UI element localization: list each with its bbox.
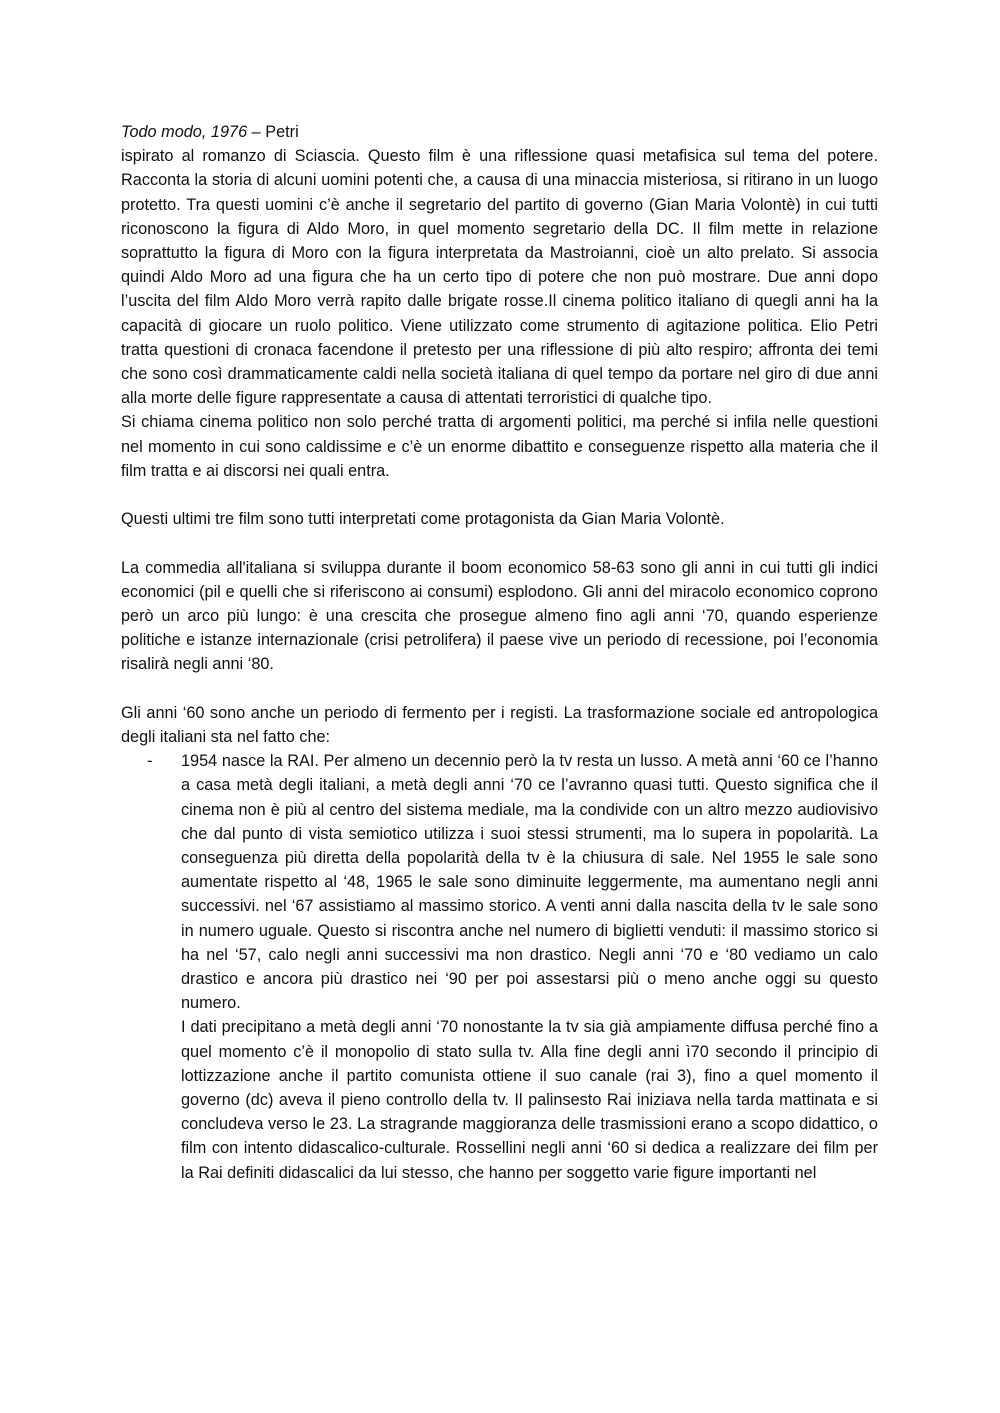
paragraph-anni-60: Gli anni ‘60 sono anche un periodo di fermento per i registi. La trasformazione sociale ed antropologica degli italiani sta nel fatto che: xyxy=(121,703,878,747)
bullet-list xyxy=(121,749,878,1185)
dash-bullet: - xyxy=(147,752,153,771)
paragraph-todo-modo: ispirato al romanzo di Sciascia. Questo film è una riflessione quasi metafisica sul tema del potere. Racconta la storia di alcuni uomini potenti che, a causa di una minaccia misteriosa, si ritirano in un luogo protetto. Tra questi uomini c’è anche il segretario del partito di governo (Gian Maria Volontè) in cui tutti riconoscono la figura di Aldo Moro, in quel momento segretario della DC. Il film mette in relazione soprattutto la figura di Moro con la figura interpretata da Mastroianni, cioè un alto prelato. Si associa quindi Aldo Moro ad una figura che ha un certo tipo di potere che non può mostrare. Due anni dopo l’uscita del film Aldo Moro verrà rapito dalle brigate rosse.Il cinema politico italiano di quegli anni ha la capacità di giocare un ruolo politico. Viene utilizzato come strumento di agitazione politica. Elio Petri tratta questioni di cronaca facendone il pretesto per una riflessione di più alto respiro; affronta dei temi che sono così drammaticamente caldi nella società italiana di quel tempo da portare nel giro di due anni alla morte delle figure rappresentate a causa di attentati terroristici di qualche tipo. xyxy=(121,147,878,408)
paragraph-spacer xyxy=(121,677,878,701)
list-item-paragraph-dati: I dati precipitano a metà degli anni ‘70 nonostante la tv sia già ampiamente diffusa perché fino a quel momento c’è il monopolio di stato sulla tv. Alla fine degli anni ì70 secondo il principio di lottizzazione anche il partito comunista ottiene il suo canale (rai 3), fino a quel momento il governo (dc) aveva il pieno controllo della tv. Il palinsesto Rai iniziava nella tarda mattinata e si concludeva verso le 23. La stragrande maggioranza delle trasmissioni erano a scopo didattico, o film con intento didascalico-culturale. Rossellini negli anni ‘60 si dedica a realizzare dei film per la Rai definiti didascalici da lui stesso, che hanno per soggetto varie figure importanti nel xyxy=(181,1018,878,1182)
film-director: – Petri xyxy=(247,123,299,141)
paragraph-cinema-politico: Si chiama cinema politico non solo perché tratta di argomenti politici, ma perché si infila nelle questioni nel momento in cui sono caldissime e c’è un enorme dibattito e conseguenze rispetto alla materia che il film tratta e ai discorsi nei quali entra. xyxy=(121,413,878,480)
section-heading xyxy=(121,120,878,144)
list-item xyxy=(121,749,878,1185)
film-title: Todo modo, 1976 xyxy=(121,123,248,141)
paragraph-spacer xyxy=(121,483,878,507)
list-item-paragraph-rai: 1954 nasce la RAI. Per almeno un decennio però la tv resta un lusso. A metà anni ‘60 ce l’hanno a casa metà degli italiani, a metà degli anni ‘70 ce l’avranno quasi tutti. Questo significa che il cinema non è più al centro del sistema mediale, ma la condivide con un altro mezzo audiovisivo che dal punto di vista semiotico utilizza i suoi stessi strumenti, ma lo supera in popolarità. La conseguenza più diretta della popolarità della tv è la chiusura di sale. Nel 1955 le sale sono aumentate rispetto al ‘48, 1965 le sale sono diminuite leggermente, ma aumentano negli anni successivi. nel ‘67 assistiamo al massimo storico. A venti anni dalla nascita della tv le sale sono in numero uguale. Questo si riscontra anche nel numero di biglietti venduti: il massimo storico si ha nel ‘57, calo negli anni successivi ma non drastico. Negli anni ‘70 e ‘80 vediamo un calo drastico e ancora più drastico nei ‘90 per poi assestarsi più o meno anche oggi su questo numero. xyxy=(181,752,878,1013)
paragraph-commedia-italiana: La commedia all'italiana si sviluppa durante il boom economico 58-63 sono gli anni in cui tutti gli indici economici (pil e quelli che si riferiscono ai consumi) esplodono. Gli anni del miracolo economico coprono però un arco più lungo: è una crescita che prosegue almeno fino agli anni ‘70, quando esperienze politiche e istanze internazionale (crisi petrolifera) il paese vive un periodo di recessione, poi l’economia risalirà negli anni ‘80. xyxy=(121,558,878,674)
paragraph-spacer xyxy=(121,531,878,555)
paragraph-volonte: Questi ultimi tre film sono tutti interpretati come protagonista da Gian Maria Volontè. xyxy=(121,510,725,529)
document-page xyxy=(121,120,878,1185)
